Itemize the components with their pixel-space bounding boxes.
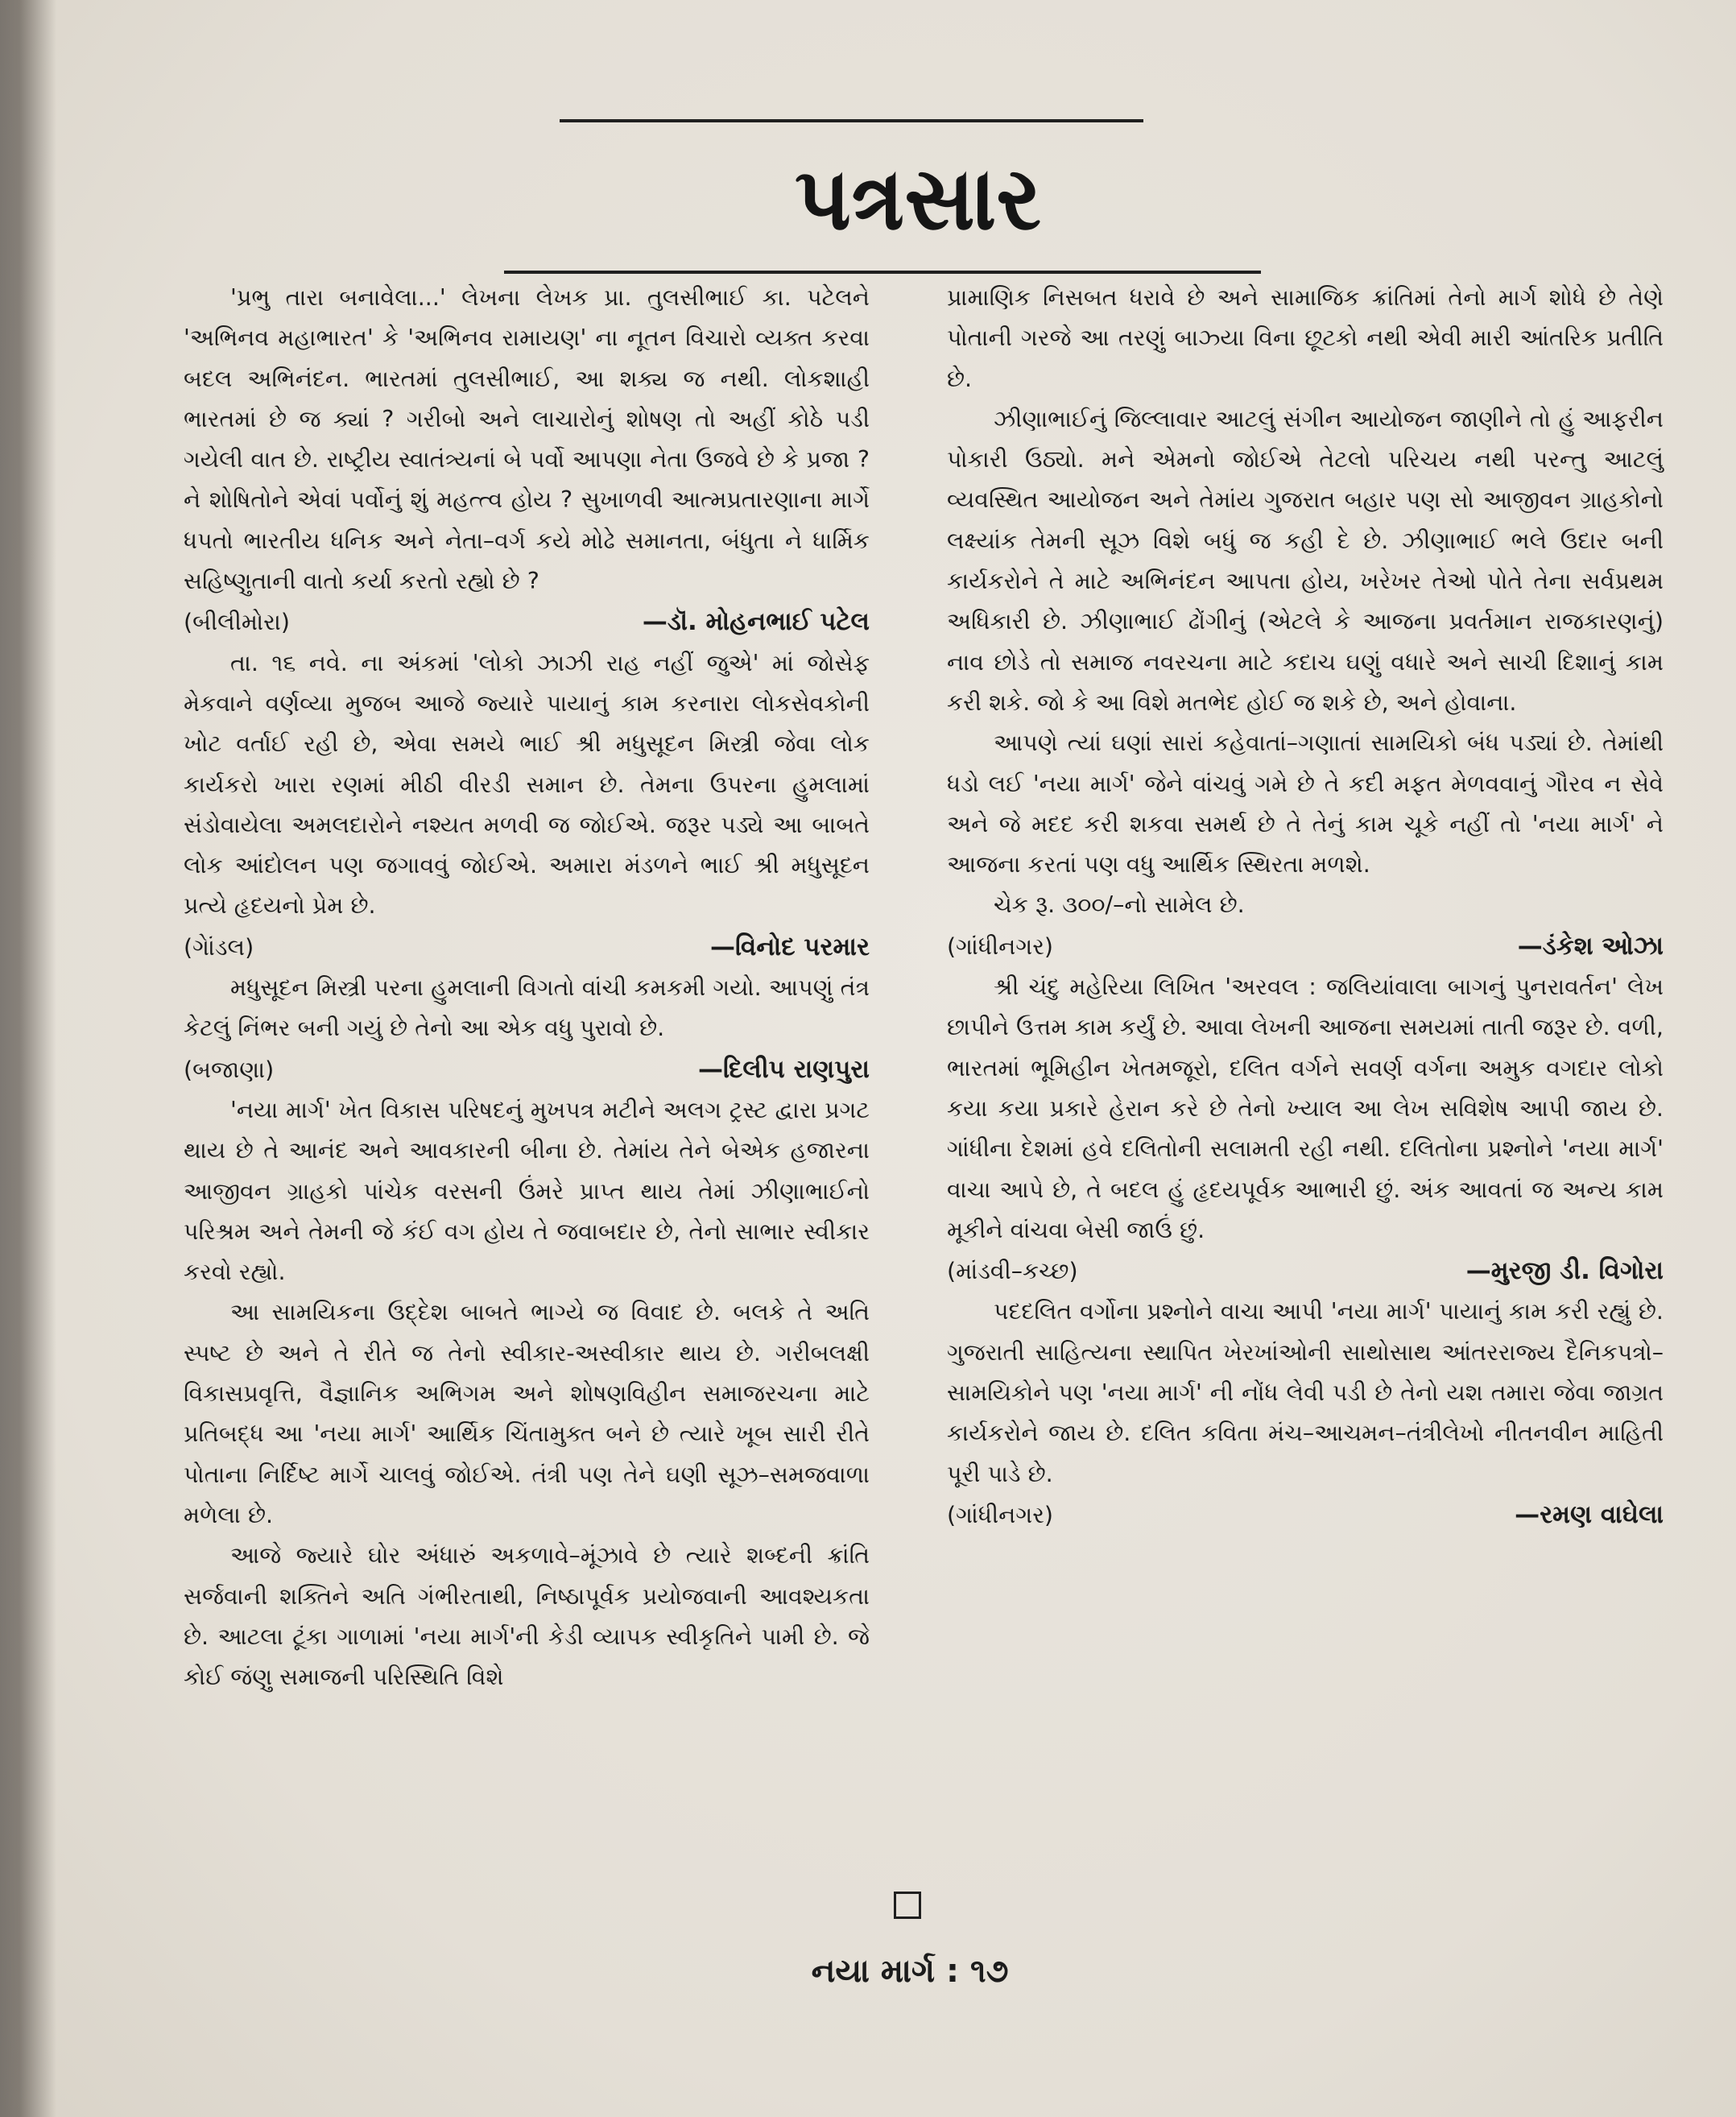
letter-place: (બજાણા)	[184, 1056, 275, 1083]
letter-paragraph: ઝીણાભાઈનું જિલ્લાવાર આટલું સંગીન આયોજન જાણીને તો હું આફરીન પોકારી ઉઠ્યો. મને એમનો જોઈએ તેટલો પરિચય નથી પરન્તુ આટલું વ્યવસ્થિત આયોજન અને તેમાંય ગુજરાત બહાર પણ સો આજીવન ગ્રાહકોનો લક્ષ્યાંક તેમની સૂઝ વિશે બધું જ કહી દે છે. ઝીણાભાઈ ભલે ઉદાર બની કાર્યકરોને તે માટે અભિનંદન આપતા હોય, ખરેખર તેઓ પોતે તેના સર્વપ્રથમ અધિકારી છે. ઝીણાભાઈ ઢોંગીનું (એટલે કે આજના પ્રવર્તમાન રાજકારણનું) નાવ છોડે તો સમાજ નવરચના માટે કદાચ ઘણું વધારે અને સાચી દિશાનું કામ કરી શકે. જો કે આ વિશે મતભેદ હોઈ જ શકે છે, અને હોવાના.	[947, 405, 1664, 716]
letter-paragraph: આ સામયિકના ઉદ્દેશ બાબતે ભાગ્યે જ વિવાદ છે. બલકે તે અતિ સ્પષ્ટ છે અને તે રીતે જ તેનો સ્વીકાર-અસ્વીકાર થાય છે. ગરીબલક્ષી વિકાસપ્રવૃત્તિ, વૈજ્ઞાનિક અભિગમ અને શોષણવિહીન સમાજરચના માટે પ્રતિબદ્ધ આ 'નયા માર્ગ' આર્થિક ચિંતામુક્ત બને છે ત્યારે ખૂબ સારી રીતે પોતાના નિર્દિષ્ટ માર્ગે ચાલવું જોઈએ. તંત્રી પણ તેને ઘણી સૂઝ–સમજવાળા મળેલા છે.	[184, 1299, 870, 1528]
letter-author: —ડંકેશ ઓઝા	[1517, 931, 1664, 961]
torn-page-edge	[0, 0, 56, 2117]
letter-paragraph: ચેક રૂ. ૩૦૦/–નો સામેલ છે.	[994, 891, 1245, 919]
letter-signature-line	[184, 602, 870, 643]
letter-paragraph: મધુસૂદન મિસ્ત્રી પરના હુમલાની વિગતો વાંચી કમકમી ગયો. આપણું તંત્ર કેટલું નિંભર બની ગયું છે તેનો આ એક વધુ પુરાવો છે.	[184, 974, 870, 1042]
letter-signature-line	[947, 1251, 1664, 1292]
letter-paragraph: આપણે ત્યાં ઘણાં સારાં કહેવાતાં–ગણાતાં સામયિકો બંધ પડ્યાં છે. તેમાંથી ધડો લઈ 'નયા માર્ગ' જેને વાંચવું ગમે છે તે કદી મફત મેળવવાનું ગૌરવ ન સેવે અને જે મદદ કરી શકવા સમર્થ છે તે તેનું કામ ચૂકે નહીં તો 'નયા માર્ગ' ને આજના કરતાં પણ વધુ આર્થિક સ્થિરતા મળશે.	[947, 730, 1664, 879]
letter-paragraph: તા. ૧૬ નવે. ના અંકમાં 'લોકો ઝાઝી રાહ નહીં જુએ' માં જોસેફ મેકવાને વર્ણવ્યા મુજબ આજે જ્યારે પાયાનું કામ કરનારા લોકસેવકોની ખોટ વર્તાઈ રહી છે, એવા સમયે ભાઈ શ્રી મધુસૂદન મિસ્ત્રી જેવા લોક કાર્યકરો ખારા રણમાં મીઠી વીરડી સમાન છે. તેમના ઉપરના હુમલામાં સંડોવાયેલા અમલદારોને નશ્યત મળવી જ જોઈએ. જરૂર પડ્યે આ બાબતે લોક આંદોલન પણ જગાવવું જોઈએ. અમારા મંડળને ભાઈ શ્રી મધુસૂદન પ્રત્યે હૃદયનો પ્રેમ છે.	[184, 649, 870, 920]
letter-paragraph: પદદલિત વર્ગોના પ્રશ્નોને વાચા આપી 'નયા માર્ગ' પાયાનું કામ કરી રહ્યું છે. ગુજરાતી સાહિત્યના સ્થાપિત ખેરખાંઓની સાથોસાથ આંતરરાજ્ય દૈનિકપત્રો–સામયિકોને પણ 'નયા માર્ગ' ની નોંધ લેવી પડી છે તેનો યશ તમારા જેવા જાગ્રત કાર્યકરોને જાય છે. દલિત કવિતા મંચ–આચમન–તંત્રીલેખો નીતનવીન માહિતી પૂરી પાડે છે.	[947, 1298, 1664, 1487]
right-column	[947, 278, 1664, 1536]
letter-signature-line	[947, 1495, 1664, 1536]
page-title: પત્રસાર	[794, 149, 1042, 250]
letter-paragraph: શ્રી ચંદુ મહેરિયા લિખિત 'અરવલ : જલિયાંવાલા બાગનું પુનરાવર્તન' લેખ છાપીને ઉત્તમ કામ કર્યું છે. આવા લેખની આજના સમયમાં તાતી જરૂર છે. વળી, ભારતમાં ભૂમિહીન ખેતમજૂરો, દલિત વર્ગને સવર્ણ વર્ગના અમુક વગદાર લોકો કયા કયા પ્રકારે હેરાન કરે છે તેનો ખ્યાલ આ લેખ સવિશેષ આપી જાય છે. ગાંધીના દેશમાં હવે દલિતોની સલામતી રહી નથી. દલિતોના પ્રશ્નોને 'નયા માર્ગ' વાચા આપે છે, તે બદલ હું હૃદયપૂર્વક આભારી છું. અંક આવતાં જ અન્ય કામ મૂકીને વાંચવા બેસી જાઉં છું.	[947, 974, 1664, 1243]
letter-paragraph: આજે જ્યારે ઘોર અંધારું અકળાવે–મૂંઝાવે છે ત્યારે શબ્દની ક્રાંતિ સર્જવાની શક્તિને અતિ ગંભીરતાથી, નિષ્ઠાપૂર્વક પ્રયોજવાની આવશ્યકતા છે. આટલા ટૂંકા ગાળામાં 'નયા માર્ગ'ની કેડી વ્યાપક સ્વીકૃતિને પામી છે. જે કોઈ જંણુ સમાજની પરિસ્થિતિ વિશે	[184, 1542, 870, 1691]
letter-signature-line	[947, 926, 1664, 967]
letter-place: (ગાંધીનગર)	[947, 1501, 1054, 1528]
letter-paragraph: 'પ્રભુ તારા બનાવેલા...' લેખના લેખક પ્રા. તુલસીભાઈ કા. પટેલને 'અભિનવ મહાભારત' કે 'અભિનવ રામાયણ' ના નૂતન વિચારો વ્યક્ત કરવા બદલ અભિનંદન. ભારતમાં તુલસીભાઈ, આ શક્ય જ નથી. લોકશાહી ભારતમાં છે જ ક્યાં ? ગરીબો અને લાચારોનું શોષણ તો અહીં કોઠે પડી ગયેલી વાત છે. રાષ્ટ્રીય સ્વાતંત્ર્યનાં બે પર્વો આપણા નેતા ઉજવે છે કે પ્રજા ? ને શોષિતોને એવાં પર્વોનું શું મહત્ત્વ હોય ? સુખાળવી આત્મપ્રતારણાના માર્ગે ધપતો ભારતીય ધનિક અને નેતા–વર્ગ કયે મોઢે સમાનતા, બંધુતા ને ધાર્મિક સહિષ્ણુતાની વાતો કર્યા કરતો રહ્યો છે ?	[184, 284, 870, 595]
letter-author: —મુરજી ડી. વિગોરા	[1465, 1256, 1664, 1286]
letter-place: (બીલીમોરા)	[184, 609, 290, 636]
letter-author: —રમણ વાઘેલા	[1515, 1499, 1664, 1529]
title-underline-rule	[504, 271, 1261, 274]
letter-place: (ગાંધીનગર)	[947, 932, 1054, 960]
left-column	[184, 278, 870, 1697]
letter-paragraph: 'નયા માર્ગ' ખેત વિકાસ પરિષદનું મુખપત્ર મટીને અલગ ટ્રસ્ટ દ્વારા પ્રગટ થાય છે તે આનંદ અને આવકારની બીના છે. તેમાંય તેને બેએક હજારના આજીવન ગ્રાહકો પાંચેક વરસની ઉંમરે પ્રાપ્ત થાય તેમાં ઝીણાભાઈનો પરિશ્રમ અને તેમની જે કંઈ વગ હોય તે જવાબદાર છે, તેનો સાભાર સ્વીકાર કરવો રહ્યો.	[184, 1096, 870, 1286]
letter-signature-line	[184, 927, 870, 968]
letter-signature-line	[184, 1049, 870, 1090]
letter-paragraph: પ્રામાણિક નિસબત ધરાવે છે અને સામાજિક ક્રાંતિમાં તેનો માર્ગ શોધે છે તેણે પોતાની ગરજે આ તરણું બાઝ્યા વિના છૂટકો નથી એવી મારી આંતરિક પ્રતીતિ છે.	[947, 284, 1664, 392]
letter-author: —દિલીપ રાણપુરા	[698, 1054, 870, 1084]
letter-author: —ડૉ. મોહનભાઈ પટેલ	[642, 607, 870, 637]
end-of-section-box-icon	[894, 1892, 921, 1919]
header-rule	[560, 119, 1143, 122]
letter-place: (ગેાંડલ)	[184, 933, 254, 961]
page-footer: નયા માર્ગ : ૧૭	[811, 1953, 1009, 1990]
letter-author: —વિનોદ પરમાર	[710, 932, 870, 961]
letter-place: (માંડવી–કચ્છ)	[947, 1258, 1078, 1285]
